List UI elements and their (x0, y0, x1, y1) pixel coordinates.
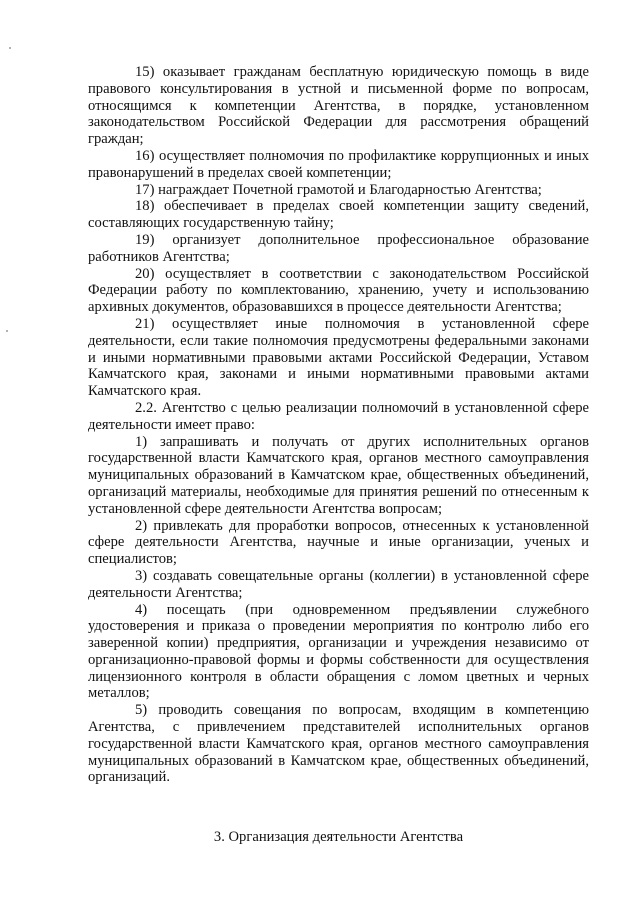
paragraph-right-3: 3) создавать совещательные органы (коллегии) в установленной сфере деятельности Агентства; (88, 567, 589, 601)
paragraph-right-4: 4) посещать (при одновременном предъявлении служебного удостоверения и приказа о проведении мероприятия по контролю либо его заверенной копии) предприятия, организации и учреждения независимо от организационно-правовой формы и формы собственности для осуществления лицензионного контроля в области обращения с ломом цветных и черных металлов; (88, 601, 589, 702)
section-heading: 3. Организация деятельности Агентства (213, 829, 464, 845)
paragraph-item-16: 16) осуществляет полномочия по профилактике коррупционных и иных правонарушений в пределах своей компетенции; (88, 147, 589, 181)
document-body (88, 64, 589, 786)
paragraph-item-20: 20) осуществляет в соответствии с законодательством Российской Федерации работу по комплектованию, хранению, учету и использованию архивных документов, образовавшихся в процессе деятельности Агентства; (88, 265, 589, 316)
paragraph-item-19: 19) организует дополнительное профессиональное образование работников Агентства; (88, 231, 589, 265)
paragraph-clause-2-2: 2.2. Агентство с целью реализации полномочий в установленной сфере деятельности имеет право: (88, 399, 589, 433)
paragraph-item-17: 17) награждает Почетной грамотой и Благодарностью Агентства; (135, 181, 542, 198)
scan-speck (9, 47, 11, 49)
paragraph-right-2: 2) привлекать для проработки вопросов, отнесенных к установленной сфере деятельности Агентства, научные и иные организации, ученых и специалистов; (88, 517, 589, 568)
scan-speck (6, 330, 8, 332)
paragraph-item-18: 18) обеспечивает в пределах своей компетенции защиту сведений, составляющих государственную тайну; (88, 198, 589, 232)
paragraph-item-15: 15) оказывает гражданам бесплатную юридическую помощь в виде правового консультирования в устной и письменной форме по вопросам, относящимся к компетенции Агентства, в порядке, установленном законодательством Российской Федерации для рассмотрения обращений граждан; (88, 64, 589, 148)
paragraph-item-21: 21) осуществляет иные полномочия в установленной сфере деятельности, если такие полномочия предусмотрены федеральными законами и иными нормативными правовыми актами Российской Федерации, Уставом Камчатского края, законами и иными нормативными правовыми актами Камчатского края. (88, 315, 589, 400)
paragraph-right-5: 5) проводить совещания по вопросам, входящим в компетенцию Агентства, с привлечением представителей исполнительных органов государственной власти Камчатского края, органов местного самоуправления муниципальных образований в Камчатском крае, общественных объединений, организаций. (88, 702, 589, 786)
paragraph-right-1: 1) запрашивать и получать от других исполнительных органов государственной власти Камчатского края, органов местного самоуправления муниципальных образований в Камчатском крае, общественных объединений, организаций материалы, необходимые для принятия решений по отнесенным к установленной сфере деятельности Агентства вопросам; (88, 433, 589, 517)
